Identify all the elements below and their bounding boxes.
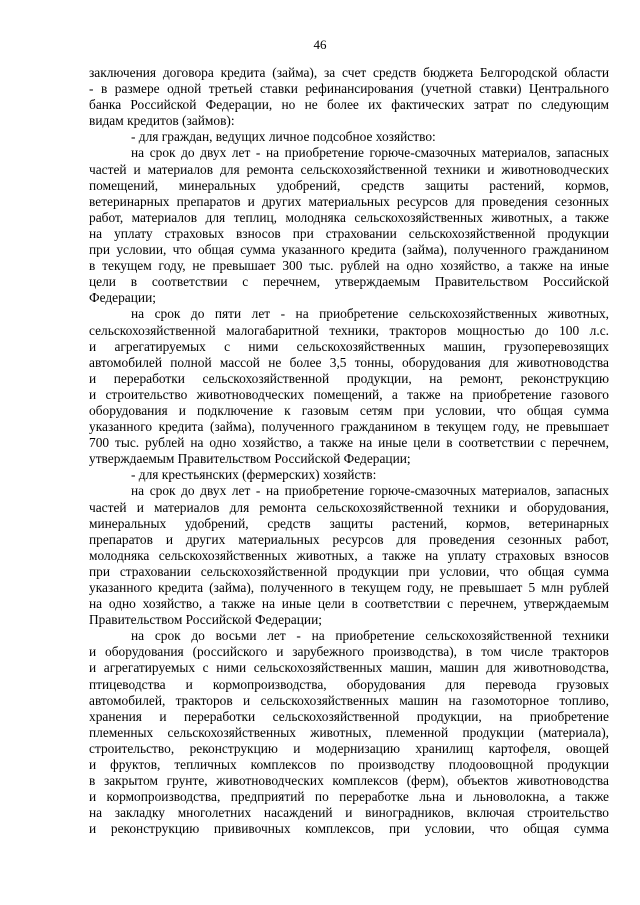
text-line: хранения и переработки сельскохозяйственной продукции, на приобретение bbox=[89, 708, 609, 724]
text-line: и оборудования (российского и зарубежного производства), в том числе тракторов bbox=[89, 644, 609, 660]
text-line: и агрегатируемых с ними сельскохозяйственных машин, машин для животноводства, bbox=[89, 660, 609, 676]
text-line: оборудования и подключение к газовым сетям при условии, что общая сумма bbox=[89, 402, 609, 418]
text-line: и реконструкцию прививочных комплексов, при условии, что общая сумма bbox=[89, 821, 609, 837]
document-text-body bbox=[89, 65, 609, 838]
text-line: и переработки сельскохозяйственной продукции, на ремонт, реконструкцию bbox=[89, 370, 609, 386]
text-line: - в размере одной третьей ставки рефинансирования (учетной ставки) Центрального bbox=[89, 81, 609, 97]
text-line: автомобилей полной массой не более 3,5 тонны, оборудования для животноводства bbox=[89, 354, 609, 370]
text-line: цели в соответствии с перечнем, утверждаемым Правительством Российской bbox=[89, 274, 609, 290]
text-line: ветеринарных препаратов и других материальных ресурсов для проведения сезонных bbox=[89, 193, 609, 209]
text-line: банка Российской Федерации, но не более их фактических затрат по следующим bbox=[89, 97, 609, 113]
text-line: на срок до двух лет - на приобретение горюче-смазочных материалов, запасных bbox=[131, 145, 609, 161]
text-line: минеральных удобрений, средств защиты растений, кормов, ветеринарных bbox=[89, 515, 609, 531]
text-line: автомобилей, тракторов и сельскохозяйственных машин на газомоторное топливо, bbox=[89, 692, 609, 708]
text-line: и фруктов, тепличных комплексов по производству плодоовощной продукции bbox=[89, 757, 609, 773]
text-line: 700 тыс. рублей на одно хозяйство, а также на иные цели в соответствии с перечнем, bbox=[89, 435, 609, 451]
text-line: в текущем году, не превышает 300 тыс. рублей на одно хозяйство, а также на иные bbox=[89, 258, 609, 274]
text-line: при условии, что общая сумма указанного кредита (займа), полученного гражданином bbox=[89, 242, 609, 258]
text-line: утверждаемым Правительством Российской Федерации; bbox=[89, 451, 411, 467]
text-line: видам кредитов (займов): bbox=[89, 113, 235, 129]
text-line: помещений, минеральных удобрений, средств защиты растений, кормов, bbox=[89, 177, 609, 193]
text-line: строительство, реконструкцию и модернизацию хранилищ картофеля, овощей bbox=[89, 740, 609, 756]
text-line: препаратов и других материальных ресурсов для проведения сезонных работ, bbox=[89, 531, 609, 547]
text-line: Федерации; bbox=[89, 290, 156, 306]
text-line: на закладку многолетних насаждений и виноградников, включая строительство bbox=[89, 805, 609, 821]
text-line: и агрегатируемых с ними сельскохозяйственных машин, грузоперевозящих bbox=[89, 338, 609, 354]
text-line: птицеводства и кормопроизводства, оборудования для перевода грузовых bbox=[89, 676, 609, 692]
text-line: на срок до двух лет - на приобретение горюче-смазочных материалов, запасных bbox=[131, 483, 609, 499]
text-line: племенных сельскохозяйственных животных, племенной продукции (материала), bbox=[89, 724, 609, 740]
text-line: в закрытом грунте, животноводческих комплексов (ферм), объектов животноводства bbox=[89, 773, 609, 789]
text-line: молодняка сельскохозяйственных животных, а также на уплату страховых взносов bbox=[89, 547, 609, 563]
text-line: и кормопроизводства, предприятий по переработке льна и льноволокна, а также bbox=[89, 789, 609, 805]
text-line: работ, материалов для теплиц, молодняка сельскохозяйственных животных, а также bbox=[89, 209, 609, 225]
text-line: на уплату страховых взносов при страховании сельскохозяйственной продукции bbox=[89, 225, 609, 241]
text-line: - для крестьянских (фермерских) хозяйств: bbox=[131, 467, 377, 483]
text-line: сельскохозяйственной малогабаритной техники, тракторов мощностью до 100 л.с. bbox=[89, 322, 609, 338]
text-line: указанного кредита (займа), полученного в текущем году, не превышает 5 млн рублей bbox=[89, 580, 609, 595]
text-line: указанного кредита (займа), полученного гражданином в текущем году, не превышает bbox=[89, 419, 609, 435]
text-line: частей и материалов для ремонта сельскохозяйственной техники и оборудования, bbox=[89, 499, 609, 515]
text-line: Правительством Российской Федерации; bbox=[89, 612, 322, 628]
text-line: частей и материалов для ремонта сельскохозяйственной техники и животноводческих bbox=[89, 161, 609, 177]
text-line: на одно хозяйство, а также на иные цели в соответствии с перечнем, утверждаемым bbox=[89, 596, 609, 612]
text-line: и строительство животноводческих помещений, а также на приобретение газового bbox=[89, 386, 609, 402]
text-line: на срок до восьми лет - на приобретение сельскохозяйственной техники bbox=[131, 628, 609, 644]
text-line: - для граждан, ведущих личное подсобное хозяйство: bbox=[131, 129, 436, 145]
text-line: заключения договора кредита (займа), за счет средств бюджета Белгородской области bbox=[89, 65, 609, 80]
text-line: при страховании сельскохозяйственной продукции при условии, что общая сумма bbox=[89, 563, 609, 579]
page-number: 46 bbox=[313, 37, 327, 52]
text-line: на срок до пяти лет - на приобретение сельскохозяйственных животных, bbox=[131, 306, 609, 322]
